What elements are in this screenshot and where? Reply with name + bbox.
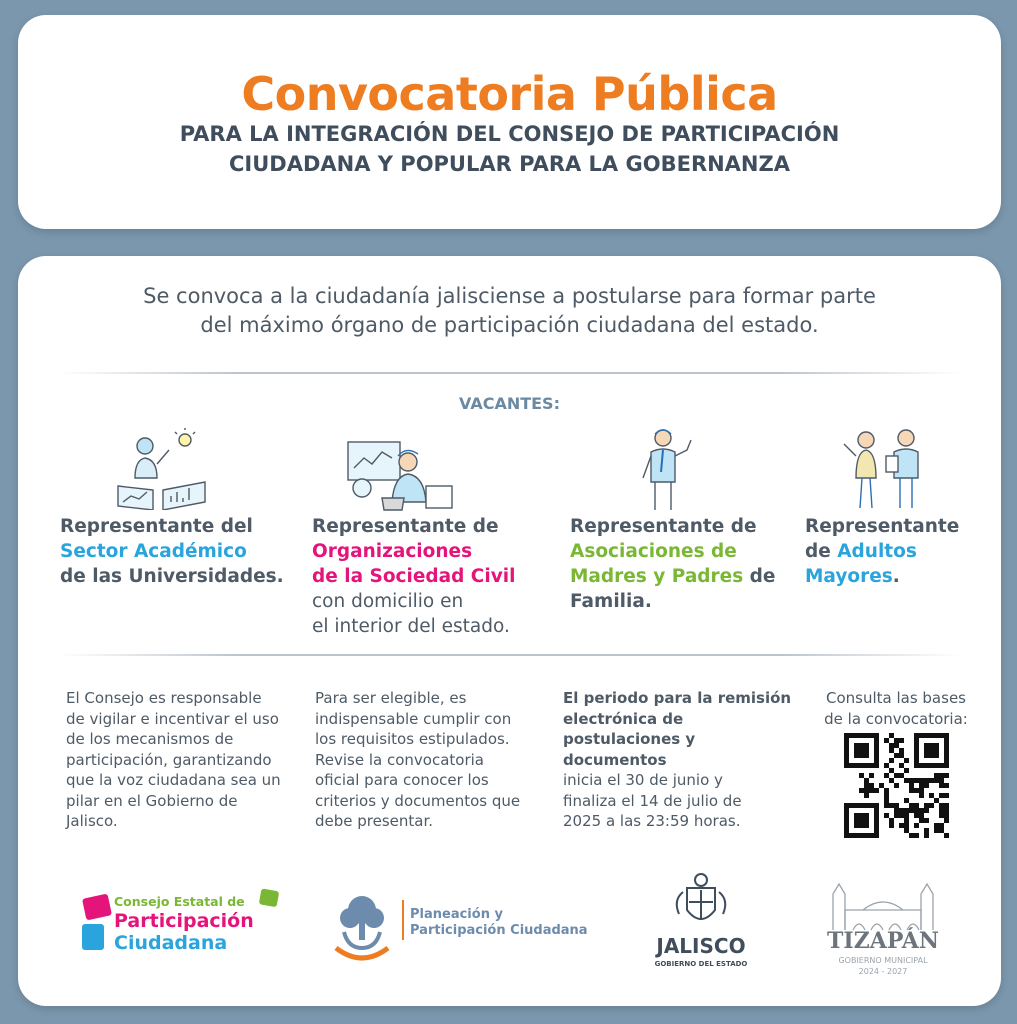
jalisco-coat-of-arms-icon (669, 870, 733, 932)
planeacion-logo-line-1: Planeación y (410, 907, 503, 922)
divider (58, 654, 961, 656)
info-elegibilidad-line: Revise la convocatoria (315, 750, 484, 769)
qr-label (812, 688, 980, 729)
tizapan-logo-years: 2024 - 2027 (858, 967, 908, 976)
vacante-academico (60, 514, 284, 589)
vacante-academico-line-2: Sector Académico (60, 541, 247, 562)
vacante-madres-padres-line-4: Familia. (570, 591, 652, 612)
academic-person-icon (113, 428, 213, 510)
divider (58, 372, 961, 374)
church-skyline-icon (823, 880, 943, 932)
info-elegibilidad (315, 688, 520, 832)
page-title: Convocatoria Pública (241, 67, 778, 121)
info-periodo (563, 688, 791, 832)
standing-man-icon (625, 426, 705, 512)
subtitle-line-2: CIUDADANA Y POPULAR PARA LA GOBERNANZA (229, 152, 790, 176)
info-consejo-line: de los mecanismos de (66, 730, 234, 748)
vacante-sociedad-civil (312, 514, 515, 639)
consejo-logo-line-1: Consejo Estatal de (114, 894, 245, 909)
vacante-sociedad-civil-line-3: de la Sociedad Civil (312, 566, 516, 587)
green-bubble-icon (258, 888, 282, 912)
jalisco-logo (646, 870, 756, 974)
main-card (18, 256, 1001, 1006)
tizapan-logo-subtext: GOBIERNO MUNICIPAL (838, 956, 928, 965)
vacante-adultos-mayores-line-1: Representante (805, 516, 960, 537)
vacante-sociedad-civil-line-5: el interior del estado. (312, 616, 510, 637)
info-consejo-line: El Consejo es responsable (66, 689, 262, 707)
info-elegibilidad-line: indispensable cumplir con (315, 709, 512, 728)
vacante-madres-padres-line-3b: de (743, 566, 776, 587)
header-card (18, 15, 1001, 229)
info-periodo-bold-line: documentos (563, 750, 667, 769)
planeacion-logo-line-2: Participación Ciudadana (410, 923, 588, 938)
qr-label-line-2: de la convocatoria: (824, 709, 968, 728)
tree-hands-icon (330, 892, 394, 964)
office-worker-icon (346, 438, 456, 512)
vacante-sociedad-civil-line-4: con domicilio en (312, 591, 464, 612)
jalisco-logo-text: JALISCO (656, 934, 746, 958)
elderly-couple-icon (838, 426, 930, 512)
vacante-madres-padres-line-1: Representante de (570, 516, 757, 537)
info-consejo-line: participación, garantizando (66, 750, 272, 769)
vacante-academico-line-1: Representante del (60, 516, 253, 537)
info-periodo-line: finaliza el 14 de julio de (563, 791, 742, 810)
vacante-adultos-mayores-line-3a: Mayores (805, 566, 893, 587)
info-periodo-line: 2025 a las 23:59 horas. (563, 812, 741, 830)
subtitle-line-1: PARA LA INTEGRACIÓN DEL CONSEJO DE PARTICIPACIÓN (179, 122, 840, 146)
info-consejo-line: que la voz ciudadana sea un (66, 771, 281, 789)
planeacion-logo (330, 892, 620, 964)
vacante-madres-padres-line-3a: Madres y Padres (570, 566, 744, 587)
vacante-madres-padres-line-2: Asociaciones de (570, 541, 737, 562)
info-consejo (66, 688, 281, 832)
info-elegibilidad-line: oficial para conocer los (315, 771, 489, 789)
intro-text (58, 282, 961, 340)
tizapan-logo-text: TIZAPÁN (827, 928, 939, 954)
qr-code[interactable] (844, 733, 949, 838)
info-elegibilidad-line: criterios y documentos que (315, 791, 521, 810)
page-subtitle (18, 119, 1001, 179)
info-elegibilidad-line: Para ser elegible, es (315, 689, 467, 707)
logo-separator (402, 900, 404, 940)
info-consejo-line: pilar en el Gobierno de (66, 791, 238, 810)
consejo-logo-line-2: Participación (114, 910, 254, 932)
intro-line-1: Se convoca a la ciudadanía jalisciense a postularse para formar parte (143, 284, 876, 308)
info-elegibilidad-line: los requisitos estipulados. (315, 730, 510, 748)
jalisco-logo-subtext: GOBIERNO DEL ESTADO (654, 960, 748, 968)
info-periodo-bold-line: electrónica de (563, 709, 684, 728)
vacante-academico-line-3: de las Universidades. (60, 566, 284, 587)
vacante-adultos-mayores-line-2a: de (805, 541, 838, 562)
consejo-estatal-logo (80, 888, 290, 960)
info-periodo-bold-line: postulaciones y (563, 730, 696, 748)
info-consejo-line: Jalisco. (66, 812, 118, 830)
vacante-adultos-mayores-line-2b: Adultos (837, 541, 917, 562)
info-elegibilidad-line: debe presentar. (315, 812, 434, 830)
vacante-adultos-mayores (805, 514, 959, 589)
consejo-logo-line-3: Ciudadana (114, 932, 228, 954)
vacante-sociedad-civil-line-1: Representante de (312, 516, 499, 537)
vacante-sociedad-civil-line-2: Organizaciones (312, 541, 473, 562)
info-consejo-line: de vigilar e incentivar el uso (66, 709, 279, 728)
vacante-madres-padres (570, 514, 775, 614)
vacantes-label: VACANTES: (459, 394, 560, 413)
info-periodo-bold-line: El periodo para la remisión (563, 689, 792, 707)
tizapan-logo (813, 880, 953, 980)
intro-line-2: del máximo órgano de participación ciudadana del estado. (200, 313, 819, 337)
info-periodo-line: inicia el 30 de junio y (563, 771, 723, 789)
vacante-adultos-mayores-line-3b: . (892, 566, 900, 587)
qr-label-line-1: Consulta las bases (825, 689, 966, 707)
